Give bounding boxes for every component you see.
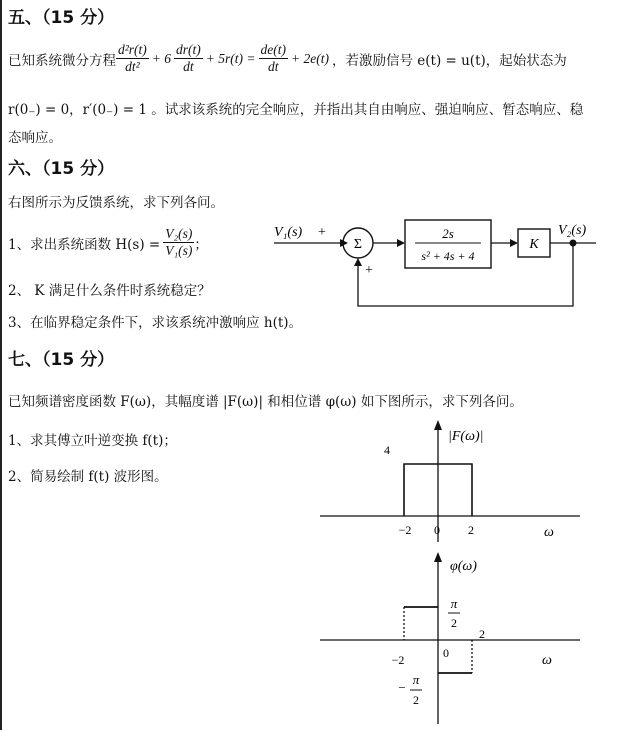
page-left-border (0, 0, 2, 730)
phase-tick-zero: 0 (443, 646, 449, 660)
diagram-plus-top: + (318, 225, 326, 240)
q6-item1-frac (163, 226, 194, 259)
diagram-block-numerator: 2s (442, 226, 454, 241)
mag-tick-pos: 2 (468, 523, 474, 537)
diagram-output-label: V₂(s) (558, 223, 587, 238)
diagram-plus-bottom: + (365, 263, 373, 278)
q5-eq-tail: + 2e(t) (291, 50, 329, 66)
q7-item2: 2、简易绘制 f(t) 波形图。 (8, 469, 168, 485)
phase-neg-level-num: π (412, 672, 420, 687)
phase-tick-pos: 2 (479, 627, 485, 641)
phase-pos-level-den: 2 (451, 616, 457, 630)
mag-y-axis-arrow (434, 420, 442, 430)
diagram-input-arrow (340, 239, 348, 247)
phase-x-label: ω (542, 653, 552, 668)
q6-item1 (8, 226, 208, 259)
diagram-feedback-arrow (354, 258, 362, 266)
q7-item1: 1、求其傅立叶逆变换 f(t)； (8, 433, 177, 449)
phase-spectrum-plot (318, 548, 588, 728)
mag-y-label: |F(ω)| (448, 429, 484, 444)
diagram-input-label: V₁(s) (274, 225, 303, 240)
diagram-block-denominator: s² + 4s + 4 (421, 249, 475, 263)
diagram-block-to-gain-arrow (510, 239, 518, 247)
q6-item1-suffix: ； (194, 236, 208, 253)
q6-item2: 2、 K 满足什么条件时系统稳定？ (8, 283, 211, 299)
q5-heading: 五、（15 分） (8, 8, 115, 28)
q6-item1-den: V₁(s) (165, 243, 193, 258)
q5-frac-d2r (116, 42, 149, 75)
magnitude-spectrum-plot (318, 416, 588, 548)
q5-frac-d2r-num: d²r(t) (118, 42, 147, 57)
q6-item1-num: V₂(s) (165, 226, 193, 241)
q5-eq-mid: + 5r(t) = (205, 50, 256, 66)
diagram-sum-to-block-arrow (397, 239, 405, 247)
feedback-block-diagram (270, 212, 600, 316)
q5-equation-line (8, 42, 567, 75)
phase-tick-neg: −2 (391, 653, 405, 667)
phase-y-label: φ(ω) (450, 559, 477, 574)
q5-line2: r(0₋) = 0，r′(0₋) = 1 。试求该系统的完全响应，并指出其自由响应、强迫响应、暂态响应、稳 (8, 102, 584, 118)
mag-tick-zero: 0 (434, 523, 440, 537)
q6-item3: 3、在临界稳定条件下，求该系统冲激响应 h(t)。 (8, 315, 303, 331)
q5-frac-de (259, 42, 288, 75)
phase-neg-sign: − (398, 680, 406, 695)
phase-y-axis-arrow (434, 552, 442, 562)
q6-item1-prefix: 1、求出系统函数 H(s) = (8, 236, 161, 253)
q5-frac-dr-num: dr(t) (176, 42, 201, 57)
q5-frac-dr (174, 42, 203, 75)
q5-frac-dr-den: dt (183, 59, 194, 74)
mag-tick-neg: −2 (398, 523, 412, 537)
q5-line1-tail: ，若激励信号 e(t) = u(t)，起始状态为 (331, 52, 567, 69)
q7-heading: 七、（15 分） (8, 350, 115, 370)
q5-frac-d2r-den: dt² (125, 59, 140, 74)
q5-frac-de-num: de(t) (260, 42, 286, 57)
q7-intro: 已知频谱密度函数 F(ω)，其幅度谱 |F(ω)| 和相位谱 φ(ω) 如下图所示，求下列各问。 (8, 394, 523, 410)
phase-pos-level-num: π (450, 596, 458, 611)
q5-intro: 已知系统微分方程 (8, 52, 116, 69)
q6-heading: 六、（15 分） (8, 159, 115, 179)
mag-level-label: 4 (384, 443, 390, 457)
q5-line3: 态响应。 (8, 130, 62, 146)
mag-x-label: ω (544, 525, 554, 540)
diagram-sum-symbol: Σ (353, 237, 363, 252)
q5-eq-plus6: + 6 (151, 50, 172, 66)
q5-frac-de-den: dt (268, 59, 279, 74)
q6-intro: 右图所示为反馈系统，求下列各问。 (8, 195, 224, 211)
diagram-gain-label: K (529, 237, 539, 252)
phase-neg-level-den: 2 (413, 693, 419, 707)
